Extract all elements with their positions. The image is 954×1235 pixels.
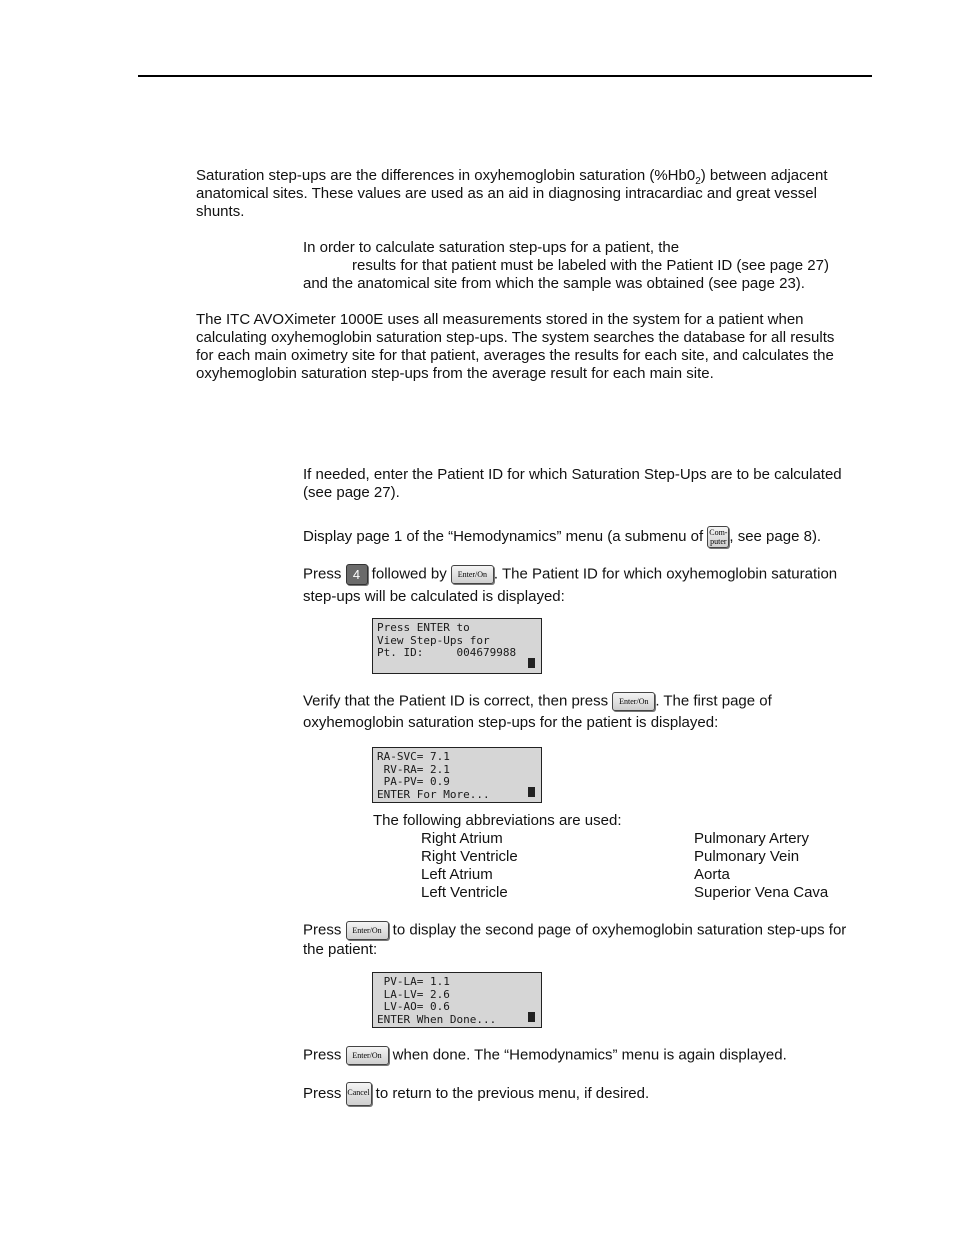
step-7 [303, 1082, 883, 1106]
lcd-display-stepups-page2 [372, 972, 542, 1028]
lcd-cursor-icon [528, 1012, 535, 1022]
cancel-key-icon: Cancel [346, 1082, 372, 1106]
lcd1-line1: Press ENTER to [377, 621, 470, 634]
abbr-ao: Aorta [694, 866, 730, 883]
intro-line2: anatomical sites. These values are used as an aid in diagnosing intracardiac and great vessel [196, 185, 817, 202]
computer-key-icon [707, 526, 729, 548]
lcd1-line2: View Step-Ups for [377, 633, 490, 647]
step-4-post: . The first page of [655, 692, 772, 710]
step-3 [303, 564, 883, 606]
step-2-pre: Display page 1 of the “Hemodynamics” menu (a submenu of [303, 527, 708, 545]
step-4 [303, 692, 883, 732]
lcd3-line3: LV-AO= 0.6 [377, 1000, 450, 1013]
lcd2-line1: RA-SVC= 7.1 [377, 750, 450, 763]
description-paragraph [196, 311, 886, 383]
step-4-pre: Verify that the Patient ID is correct, then press [303, 692, 613, 710]
abbreviations-left-column [421, 830, 518, 902]
intro-line1-post: ) between adjacent [700, 167, 828, 184]
note-line3: and the anatomical site from which the sample was obtained (see page 23). [303, 275, 805, 292]
lcd2-line3: PA-PV= 0.9 [377, 775, 450, 788]
computer-key-label-1: Com- [709, 528, 728, 537]
intro-paragraph [196, 167, 876, 221]
step-5-post: to display the second page of oxyhemoglobin saturation step-ups for [388, 921, 847, 939]
step-7-pre: Press [303, 1084, 346, 1102]
lcd-display-stepups-page1 [372, 747, 542, 803]
step-1 [303, 466, 883, 502]
step-5 [303, 921, 883, 959]
description-line3: for each main oximetry site for that patient, averages the results for each site, and calculates the [196, 347, 834, 364]
note-line2: results for that patient must be labeled with the Patient ID (see page 27) [352, 257, 829, 274]
header-rule [138, 75, 872, 77]
abbr-la: Left Atrium [421, 866, 493, 883]
step-3-post: . The Patient ID for which oxyhemoglobin saturation [493, 565, 838, 583]
intro-line3: shunts. [196, 203, 245, 220]
abbr-svc: Superior Vena Cava [694, 884, 829, 901]
lcd3-line1: PV-LA= 1.1 [377, 975, 450, 988]
step-4-line2: oxyhemoglobin saturation step-ups for the patient is displayed: [303, 714, 719, 731]
abbr-pv: Pulmonary Vein [694, 848, 800, 865]
step-7-post: to return to the previous menu, if desired. [371, 1084, 650, 1102]
lcd2-line2: RV-RA= 2.1 [377, 762, 450, 776]
step-2-post: , see page 8). [729, 527, 822, 545]
step-2 [303, 526, 883, 548]
step-5-pre: Press [303, 921, 346, 939]
lcd-display-patient-id [372, 618, 542, 674]
step-3-mid: followed by [367, 565, 451, 583]
step-6 [303, 1046, 883, 1065]
description-line2: calculating oxyhemoglobin saturation step-ups. The system searches the database for all results [196, 329, 835, 346]
enter-key-icon: Enter/On [612, 692, 655, 711]
key-4-icon: 4 [346, 564, 368, 585]
step-1-line2: (see page 27). [303, 484, 400, 501]
description-line4: oxyhemoglobin saturation step-ups from the average result for each main site. [196, 365, 714, 382]
intro-line1-pre: Saturation step-ups are the differences in oxyhemoglobin saturation (%Hb0 [196, 167, 696, 184]
abbr-lv: Left Ventricle [421, 884, 508, 901]
enter-key-icon: Enter/On [346, 1046, 389, 1065]
enter-key-icon: Enter/On [346, 921, 389, 940]
step-6-post: when done. The “Hemodynamics” menu is again displayed. [388, 1046, 787, 1064]
step-5-line2: the patient: [303, 941, 378, 958]
abbreviations-intro: The following abbreviations are used: [373, 812, 622, 829]
abbr-rv: Right Ventricle [421, 848, 518, 865]
step-1-line1: If needed, enter the Patient ID for which Saturation Step-Ups are to be calculated [303, 466, 842, 483]
abbr-ra: Right Atrium [421, 830, 503, 847]
lcd3-line4: ENTER When Done... [377, 1012, 497, 1026]
intro-subscript: 2 [695, 176, 701, 187]
step-3-pre: Press [303, 565, 346, 583]
lcd-cursor-icon [528, 658, 535, 668]
abbreviations-right-column [694, 830, 828, 902]
lcd2-line4: ENTER For More... [377, 787, 490, 801]
enter-key-icon: Enter/On [451, 565, 494, 584]
step-6-pre: Press [303, 1046, 346, 1064]
lcd-cursor-icon [528, 787, 535, 797]
lcd1-line3: Pt. ID: 004679988 [377, 646, 517, 659]
abbr-pa: Pulmonary Artery [694, 830, 810, 847]
note-line1: In order to calculate saturation step-ups for a patient, the [303, 239, 680, 256]
computer-key-label-2: puter [710, 537, 727, 546]
step-3-line2: step-ups will be calculated is displayed: [303, 588, 565, 605]
lcd3-line2: LA-LV= 2.6 [377, 987, 450, 1001]
note-paragraph [303, 239, 873, 293]
description-line1: The ITC AVOXimeter 1000E uses all measurements stored in the system for a patient when [196, 311, 804, 328]
